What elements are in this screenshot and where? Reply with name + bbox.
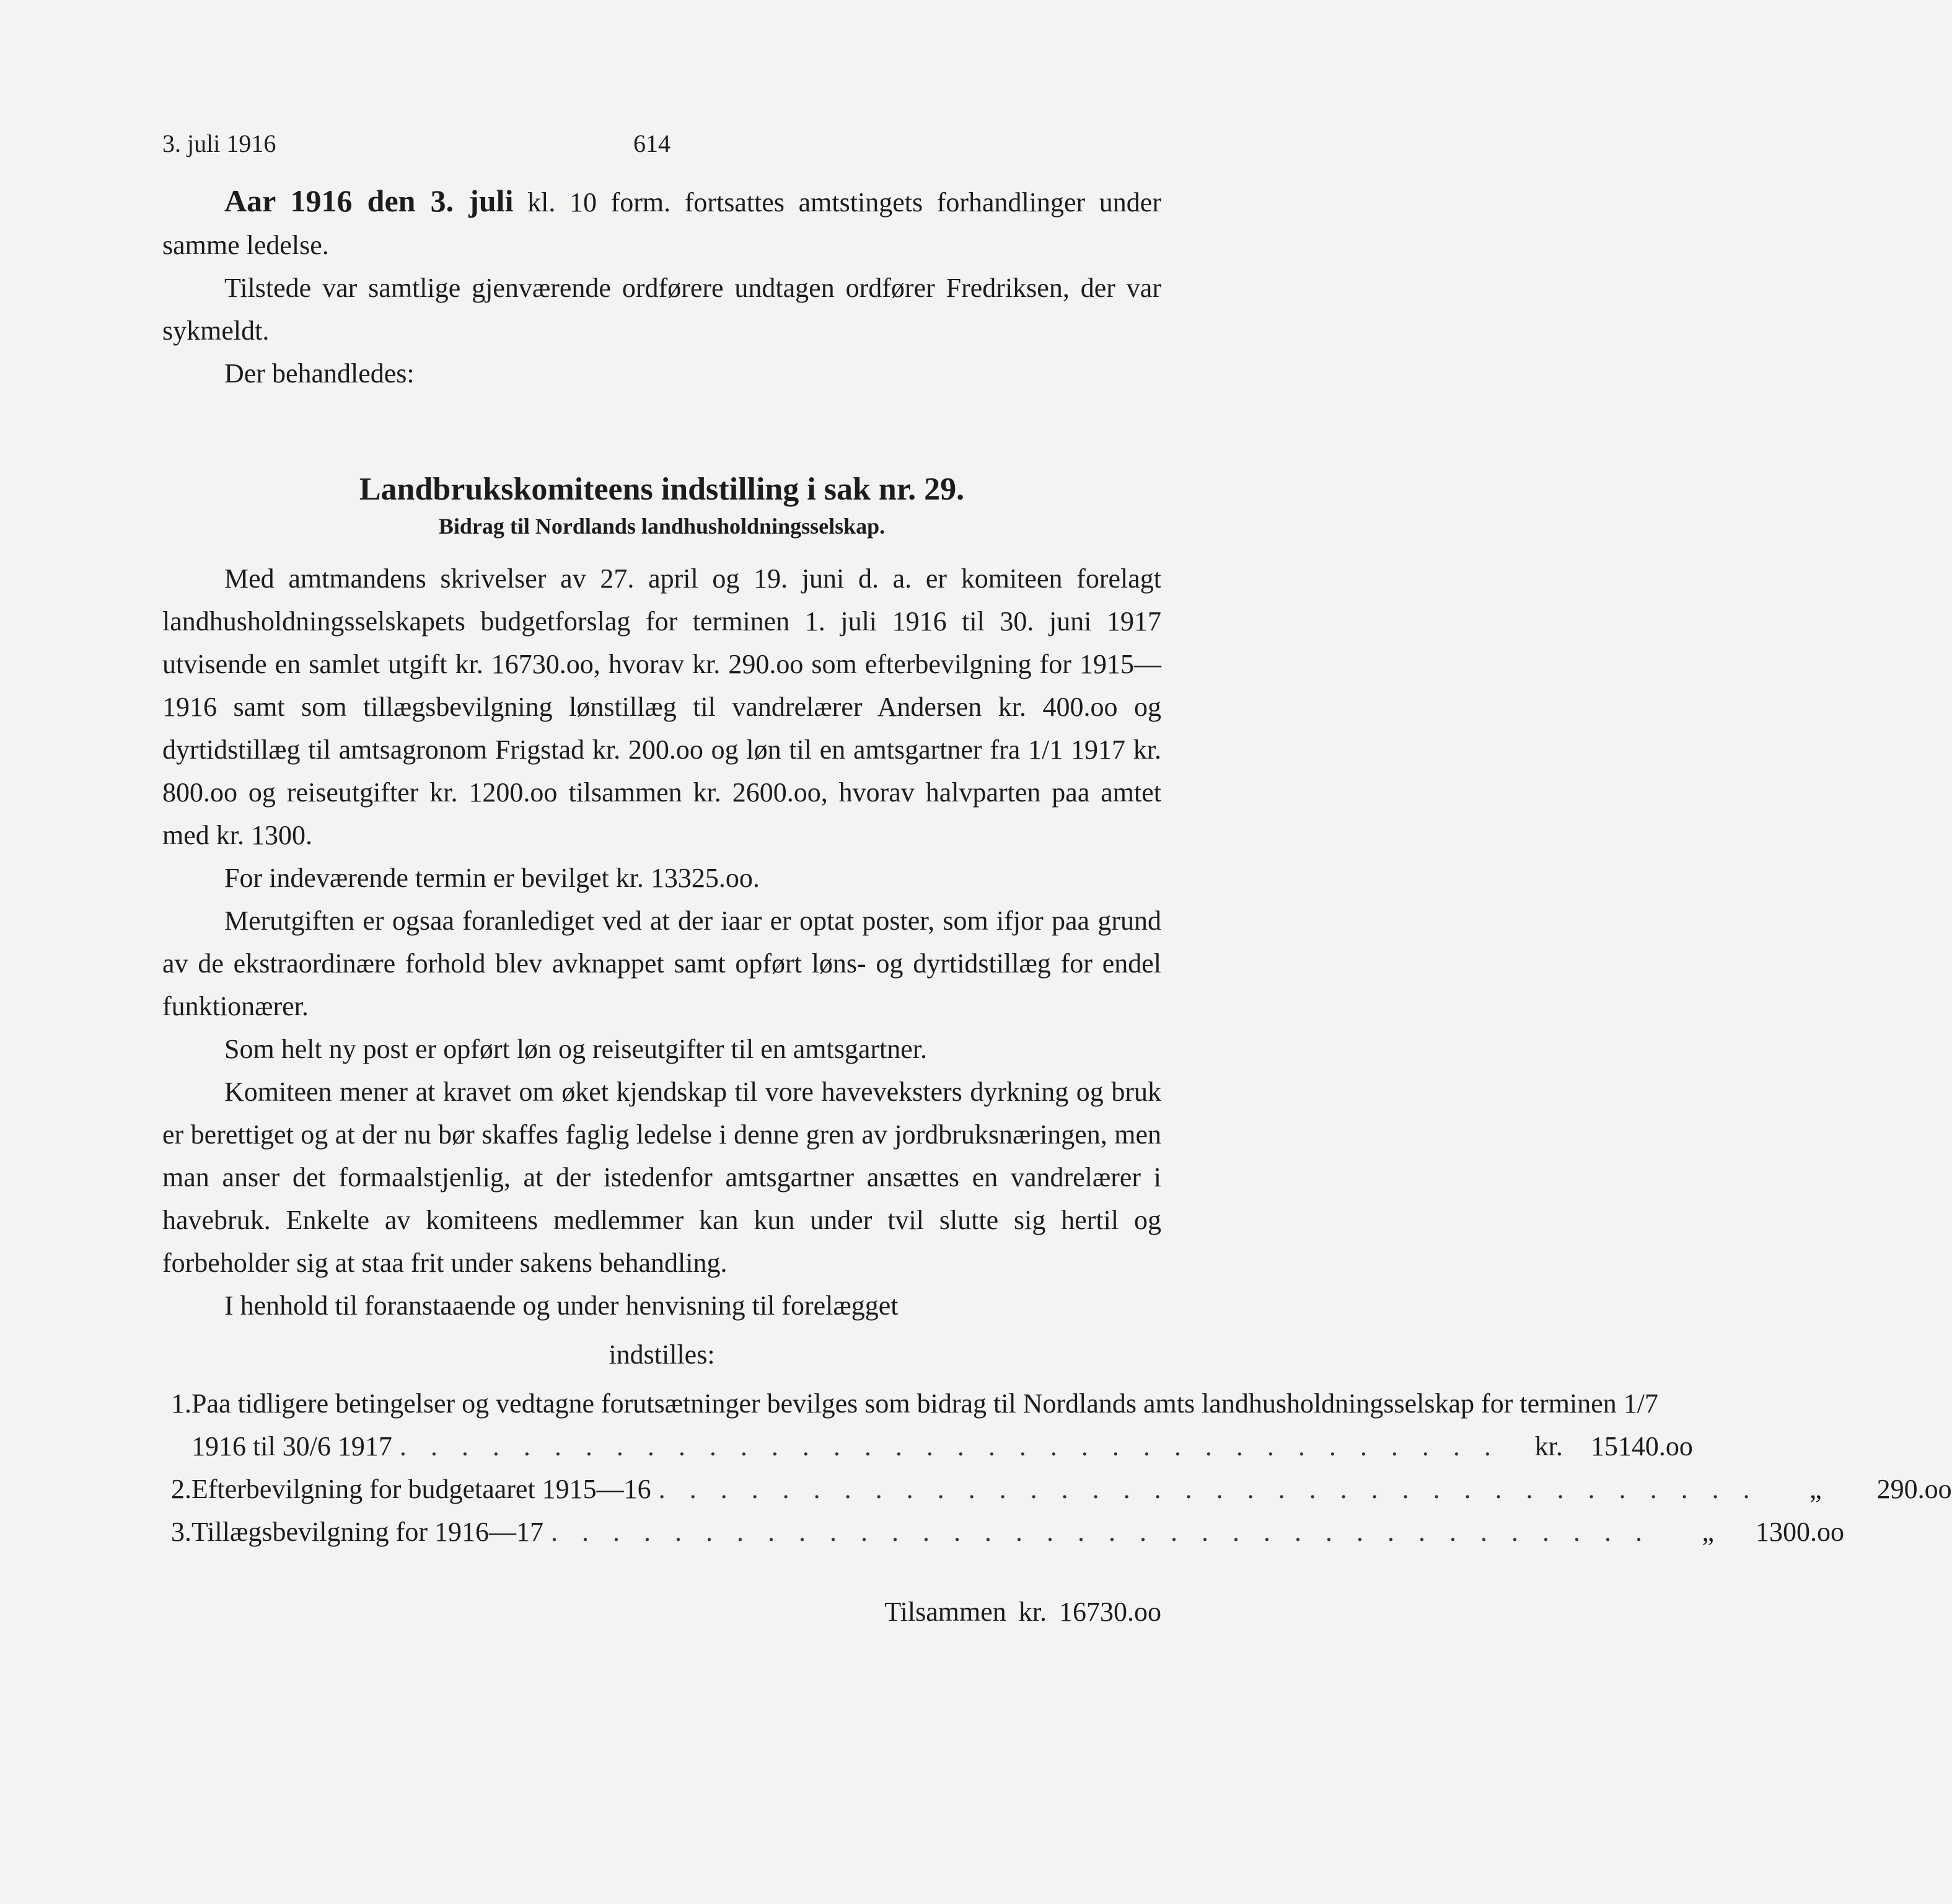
- item-currency: „: [1702, 1517, 1714, 1547]
- section-title: Landbrukskomiteens indstilling i sak nr. 29.: [359, 472, 965, 507]
- dot-leader: . . . . . . . . . . . . . . . . . . . . . . . . . . . . . . . . . . . .: [399, 1431, 1500, 1461]
- dot-leader: . . . . . . . . . . . . . . . . . . . . . . . . . . . . . . . . . . . .: [658, 1474, 1759, 1504]
- opening-bold: Aar 1916 den 3. juli: [224, 183, 514, 218]
- list-item: [162, 1510, 1844, 1553]
- opening-rest: kl. 10 form. fortsattes amtstingets forhandlinger under samme ledelse.: [162, 187, 1161, 260]
- item-label: 1916 til 30/6 1917: [191, 1431, 392, 1461]
- dot-leader: . . . . . . . . . . . . . . . . . . . . . . . . . . . . . . . . . . . .: [550, 1517, 1651, 1547]
- resolution-list: [162, 1382, 1952, 1553]
- body-paragraph: Som helt ny post er opført løn og reiseutgifter til en amtsgartner.: [224, 1034, 927, 1064]
- agenda-paragraph: Der behandledes:: [224, 358, 415, 389]
- list-item: [162, 1382, 1693, 1468]
- item-amount: 290.oo: [1876, 1474, 1952, 1504]
- body-paragraph: Med amtmandens skrivelser av 27. april og 19. juni d. a. er komiteen forelagt landhusholdningsselskapets budgetforslag for terminen 1. juli 1916 til 30. juni 1917 utvisende en samlet utgift kr. 16730.oo, hvorav kr. 290.oo som efterbevilgning for 1915—1916 samt som tillægsbevilgning lønstillæg til vandrelærer Andersen kr. 400.oo og dyrtidstillæg til amtsagronom Frigstad kr. 200.oo og løn til en amtsgartner fra 1/1 1917 kr. 800.oo og reiseutgifter kr. 1200.oo tilsammen kr. 2600.oo, hvorav halvparten paa amtet med kr. 1300.: [162, 563, 1161, 850]
- page-number: 614: [633, 130, 670, 157]
- indstilles-heading: indstilles:: [609, 1339, 715, 1370]
- item-text: Paa tidligere betingelser og vedtagne forutsætninger bevilges som bidrag til Nordlands amts landhusholdningsselskap for terminen 1/7: [191, 1388, 1658, 1419]
- item-number: 1.: [171, 1388, 191, 1419]
- body-paragraph: I henhold til foranstaaende og under henvisning til forelægget: [224, 1290, 899, 1321]
- item-currency: „: [1809, 1474, 1822, 1504]
- item-label: Tillægsbevilgning for 1916—17: [191, 1517, 543, 1547]
- page-header: [162, 129, 1075, 166]
- item-label: Efterbevilgning for budgetaaret 1915—16: [191, 1474, 651, 1504]
- body-paragraph: Merutgiften er ogsaa foranlediget ved at der iaar er optat poster, som ifjor paa grund av de ekstraordinære forhold blev avknappet samt opført løns- og dyrtidstillæg for endel funktionærer.: [162, 906, 1161, 1021]
- item-number: 3.: [171, 1517, 191, 1547]
- list-item: [162, 1468, 1952, 1510]
- item-amount: 15140.oo: [1590, 1431, 1693, 1461]
- item-number: 2.: [171, 1474, 191, 1504]
- total-currency: kr.: [1018, 1597, 1047, 1627]
- total-amount: 16730.oo: [1059, 1597, 1161, 1627]
- body-paragraph: Komiteen mener at kravet om øket kjendskap til vore haveveksters dyrkning og bruk er berettiget og at der nu bør skaffes faglig ledelse i denne gren av jordbruksnæringen, men man anser det formaalstjenlig, at der istedenfor amtsgartner ansættes en vandrelærer i havebruk. Enkelte av komiteens medlemmer kan kun under tvil slutte sig hertil og forbeholder sig at staa frit under sakens behandling.: [162, 1077, 1161, 1278]
- section-subtitle: Bidrag til Nordlands landhusholdningsselskap.: [438, 514, 886, 539]
- body-paragraph: For indeværende termin er bevilget kr. 13325.oo.: [224, 863, 760, 893]
- attendance-paragraph: Tilstede var samtlige gjenværende ordførere undtagen ordfører Fredriksen, der var sykmeldt.: [162, 273, 1161, 346]
- item-amount: 1300.oo: [1755, 1517, 1844, 1547]
- item-currency: kr.: [1534, 1431, 1563, 1461]
- total-line: [162, 1590, 1161, 1633]
- document-body: [162, 180, 1952, 1633]
- total-label: Tilsammen: [884, 1597, 1006, 1627]
- opening-paragraph: [162, 180, 1161, 267]
- page-date: 3. juli 1916: [162, 130, 276, 157]
